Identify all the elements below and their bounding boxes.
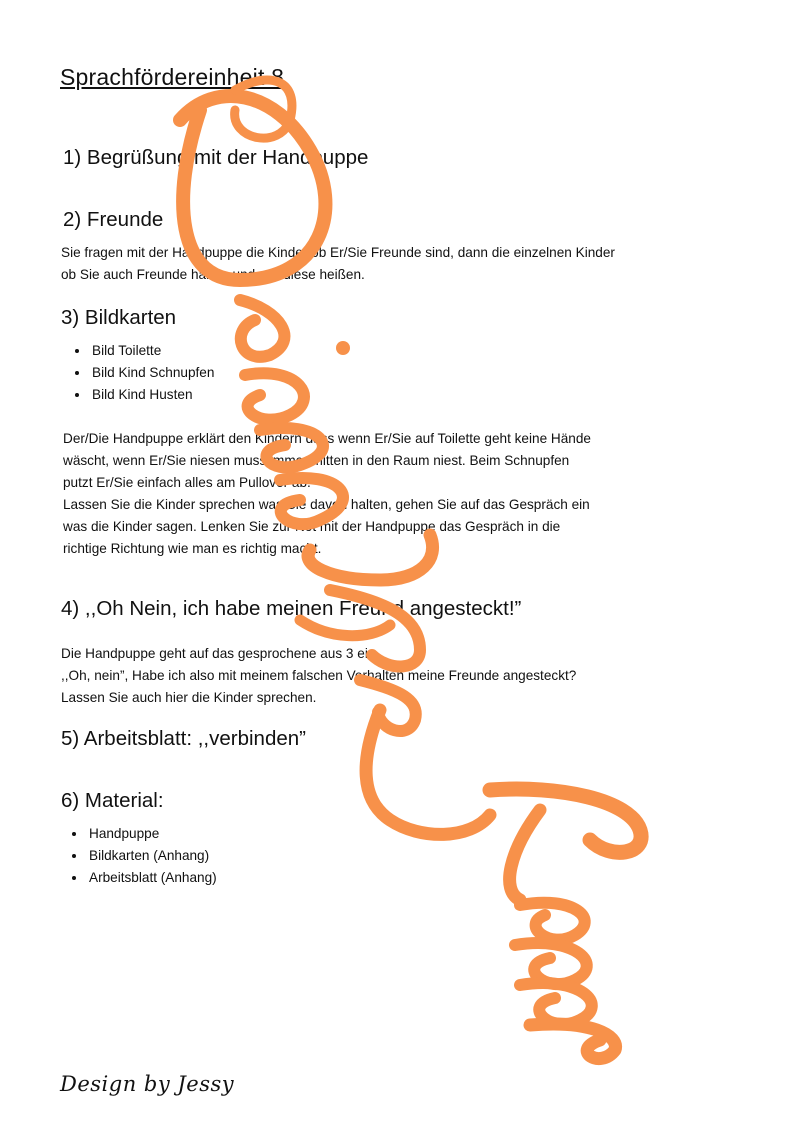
- section-text: [63, 428, 703, 560]
- text-line: Lassen Sie auch hier die Kinder sprechen.: [61, 690, 317, 705]
- section-heading: 5) Arbeitsblatt: ,,verbinden”: [61, 727, 306, 750]
- list-item: • Arbeitsblatt (Anhang): [87, 867, 217, 889]
- text-line: richtige Richtung wie man es richtig macht.: [63, 541, 322, 556]
- bullet-list: [57, 823, 217, 889]
- text-line: Lassen Sie die Kinder sprechen was Sie davon halten, gehen Sie auf das Gespräch ein: [63, 497, 590, 512]
- section-heading: 2) Freunde: [63, 208, 164, 231]
- section-text: [61, 643, 701, 709]
- section-heading: 1) Begrüßung mit der Handpuppe: [63, 146, 369, 169]
- text-line: ob Sie auch Freunde haben und wie diese heißen.: [61, 267, 365, 282]
- footer-signature: Design by Jessy: [60, 1072, 235, 1096]
- list-item: • Bild Kind Schnupfen: [90, 362, 214, 384]
- list-item: • Bild Toilette: [90, 340, 214, 362]
- text-line: Der/Die Handpuppe erklärt den Kindern dass wenn Er/Sie auf Toilette geht keine Hände: [63, 431, 591, 446]
- section-heading: 6) Material:: [61, 789, 164, 812]
- list-item: • Handpuppe: [87, 823, 217, 845]
- text-line: putzt Er/Sie einfach alles am Pullover ab.: [63, 475, 311, 490]
- section-text: [61, 242, 701, 286]
- text-line: Die Handpuppe geht auf das gesprochene aus 3 ein,: [61, 646, 380, 661]
- list-item: • Bildkarten (Anhang): [87, 845, 217, 867]
- bullet-list: [60, 340, 214, 406]
- section-heading: 3) Bildkarten: [61, 306, 177, 329]
- text-line: Sie fragen mit der Handpuppe die Kinder ob Er/Sie Freunde sind, dann die einzelnen Kinder: [61, 245, 615, 260]
- text-line: was die Kinder sagen. Lenken Sie zur Not mit der Handpuppe das Gespräch in die: [63, 519, 561, 534]
- section-heading: 4) ,,Oh Nein, ich habe meinen Freund angesteckt!”: [61, 597, 522, 620]
- list-item: • Bild Kind Husten: [90, 384, 214, 406]
- page-title: Sprachfördereinheit 8: [60, 64, 285, 90]
- text-line: ,,Oh, nein”, Habe ich also mit meinem falschen Verhalten meine Freunde angesteckt?: [61, 668, 577, 683]
- text-line: wäscht, wenn Er/Sie niesen muss immer mitten in den Raum niest. Beim Schnupfen: [63, 453, 570, 468]
